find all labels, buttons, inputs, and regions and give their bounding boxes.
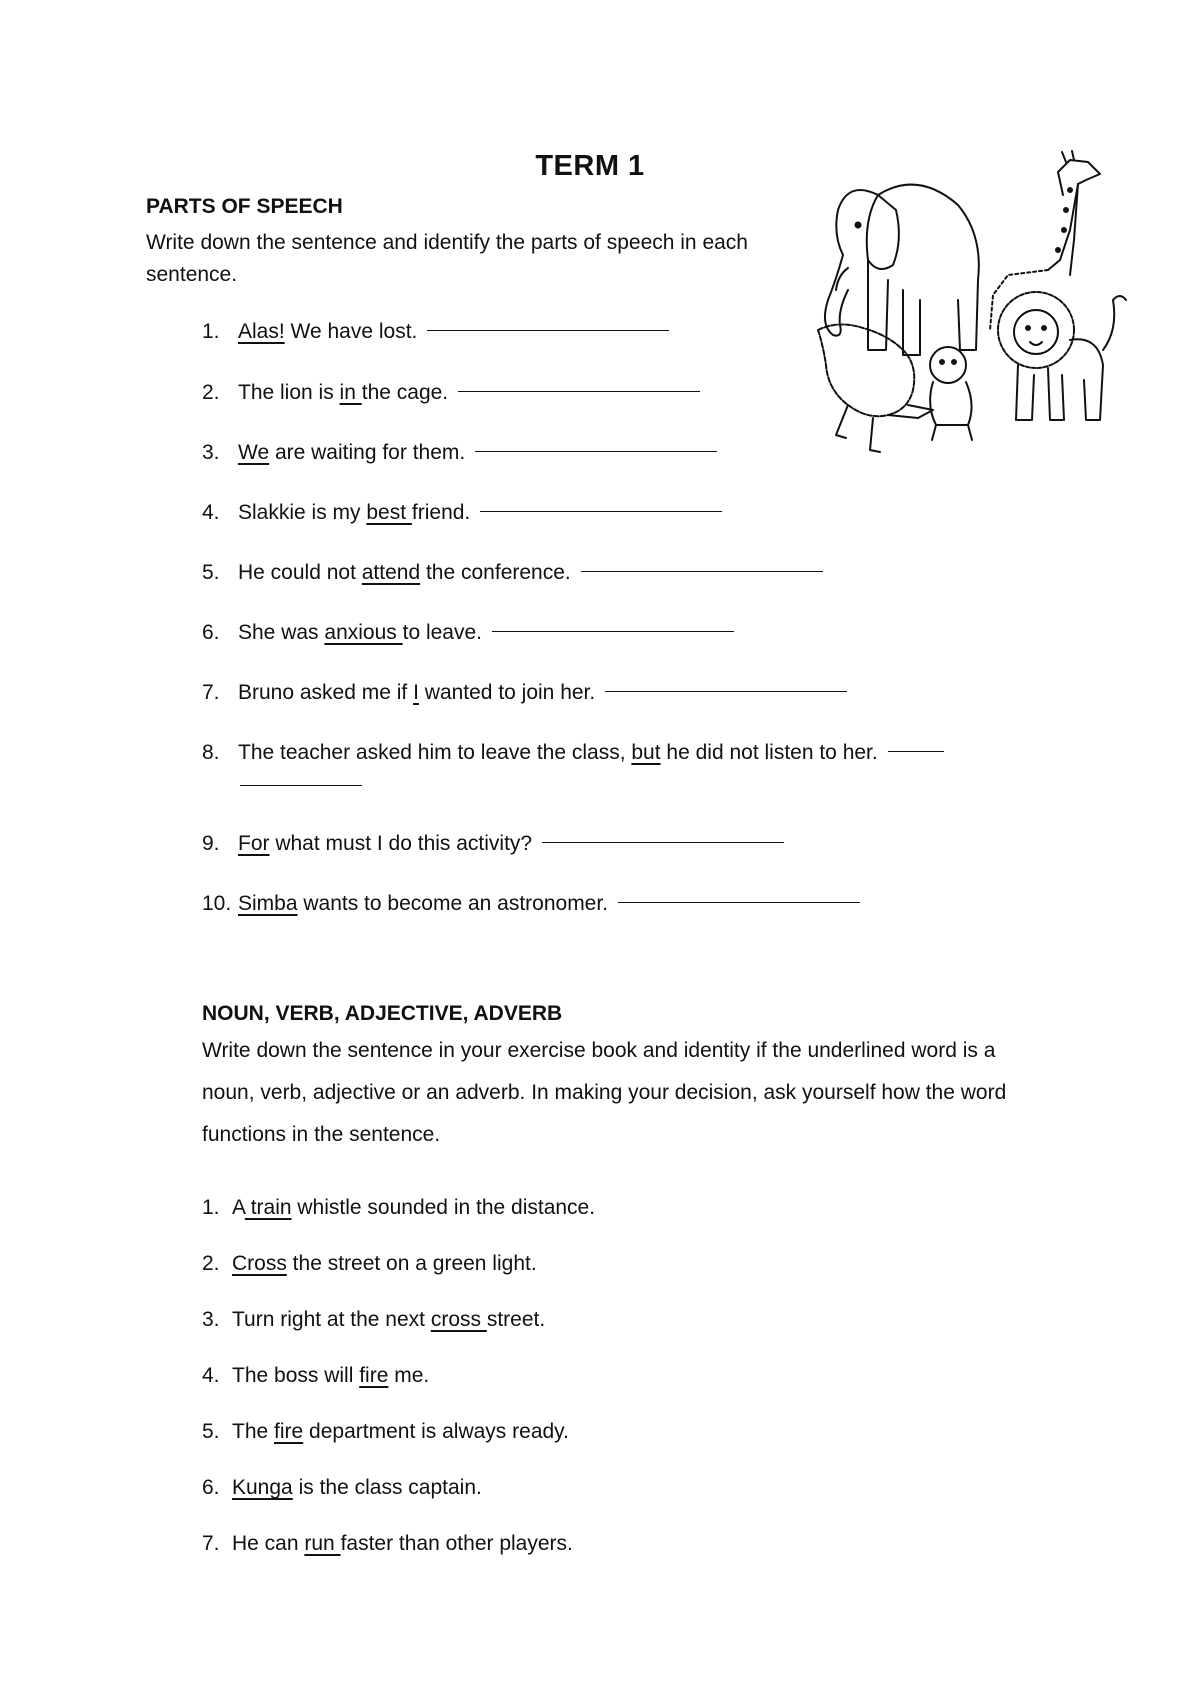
item-number: 3. — [202, 441, 220, 464]
lion-icon — [998, 292, 1126, 420]
underlined-word: fire — [274, 1420, 304, 1443]
list-item: 7. He can run faster than other players. — [202, 1532, 573, 1555]
list-item: 7. Bruno asked me if I wanted to join her. — [202, 681, 847, 705]
list-item: 8. The teacher asked him to leave the class, but he did not listen to her. — [202, 741, 944, 765]
underlined-word: We — [238, 441, 270, 464]
section1-heading: PARTS OF SPEECH — [146, 195, 343, 218]
item-number: 5. — [202, 561, 220, 584]
list-item: 3. We are waiting for them. — [202, 441, 717, 465]
underlined-word: but — [631, 741, 661, 764]
item-number: 9. — [202, 832, 220, 855]
underlined-word: train — [244, 1196, 292, 1219]
list-item: 5. The fire department is always ready. — [202, 1420, 569, 1443]
item-number: 1. — [202, 320, 220, 343]
section2-instruction: Write down the sentence in your exercise book and identity if the underlined word is a noun, verb, adjective or an adverb. In making your decision, ask yourself how the word functions in the sentence. — [202, 1039, 1007, 1146]
underlined-word: anxious — [324, 621, 403, 644]
answer-line — [492, 630, 734, 632]
answer-line — [605, 690, 847, 692]
underlined-word: Alas! — [238, 320, 285, 343]
answer-line — [480, 510, 722, 512]
underlined-word: run — [304, 1532, 341, 1555]
answer-line — [458, 390, 700, 392]
item-number: 7. — [202, 681, 220, 704]
list-item: 4. Slakkie is my best friend. — [202, 501, 722, 525]
list-item: 10. Simba wants to become an astronomer. — [202, 892, 860, 916]
item-number: 7. — [202, 1532, 220, 1555]
underlined-word: I — [413, 681, 419, 704]
item-number: 5. — [202, 1420, 220, 1443]
underlined-word: attend — [361, 561, 421, 584]
giraffe-icon — [990, 151, 1100, 330]
underlined-word: best — [366, 501, 412, 524]
list-item: 9. For what must I do this activity? — [202, 832, 784, 856]
item-number: 6. — [202, 621, 220, 644]
underlined-word: Cross — [232, 1252, 287, 1275]
answer-line — [427, 329, 669, 331]
item-number: 1. — [202, 1196, 220, 1219]
section1-instruction: Write down the sentence and identify the parts of speech in each sentence. — [146, 231, 748, 286]
item-number: 10. — [202, 892, 232, 915]
answer-line — [475, 450, 717, 452]
list-item: 1. Alas! We have lost. — [202, 320, 669, 344]
item-number: 6. — [202, 1476, 220, 1499]
item-number: 3. — [202, 1308, 220, 1331]
page-title: TERM 1 — [535, 150, 645, 182]
answer-line — [618, 901, 860, 903]
list-item: 2. The lion is in the cage. — [202, 381, 700, 405]
underlined-word: Simba — [238, 892, 298, 915]
item-number: 4. — [202, 1364, 220, 1387]
underlined-word: For — [238, 832, 270, 855]
list-item: 6. Kunga is the class captain. — [202, 1476, 482, 1499]
item-number: 8. — [202, 741, 220, 764]
list-item: 6. She was anxious to leave. — [202, 621, 734, 645]
safari-animals-illustration — [808, 150, 1133, 470]
list-item: 3. Turn right at the next cross street. — [202, 1308, 546, 1331]
underlined-word: in — [339, 381, 362, 404]
elephant-icon — [825, 185, 979, 355]
answer-line — [542, 841, 784, 843]
answer-line — [581, 570, 823, 572]
monkey-icon — [930, 347, 972, 440]
underlined-word: Kunga — [232, 1476, 293, 1499]
underlined-word: cross — [430, 1308, 487, 1331]
list-item: 2. Cross the street on a green light. — [202, 1252, 537, 1275]
list-item: 4. The boss will fire me. — [202, 1364, 430, 1387]
item-number: 2. — [202, 381, 220, 404]
section2-heading: NOUN, VERB, ADJECTIVE, ADVERB — [202, 1002, 563, 1025]
underlined-word: fire — [359, 1364, 389, 1387]
list-item: 5. He could not attend the conference. — [202, 561, 823, 585]
list-item: 1. A train whistle sounded in the distance. — [202, 1196, 596, 1219]
answer-line — [888, 750, 944, 752]
item-number: 2. — [202, 1252, 220, 1275]
answer-line-continued — [240, 785, 362, 786]
item-number: 4. — [202, 501, 220, 524]
crocodile-icon — [818, 324, 933, 452]
